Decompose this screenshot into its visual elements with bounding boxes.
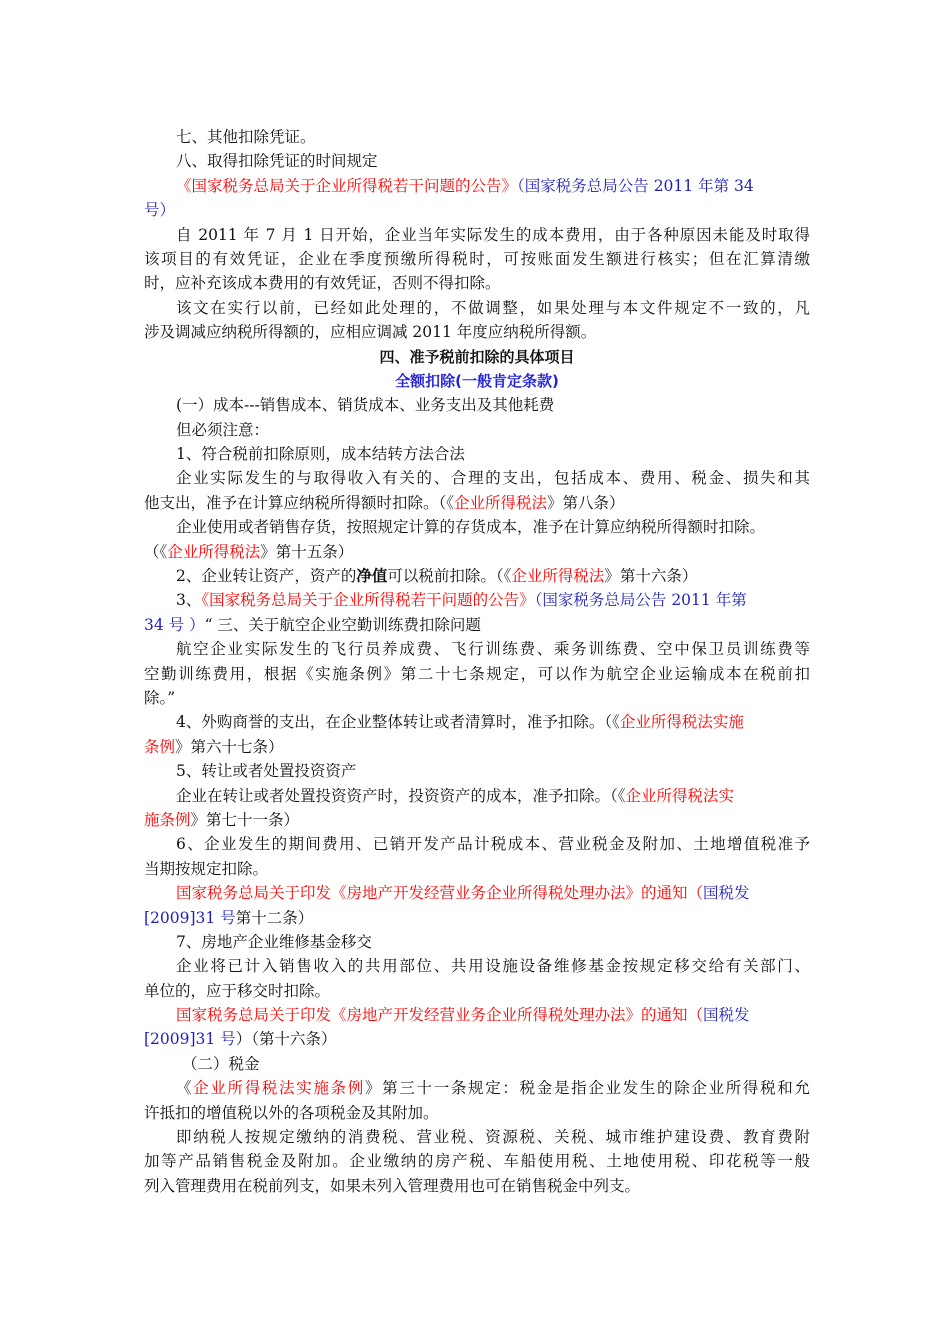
citation-number: （国家税务总局公告 2011 年第 34 xyxy=(517,176,754,195)
paragraph-line: 该项目的有效凭证，企业在季度预缴所得税时，可按账面发生额进行核实；但在汇算清缴 xyxy=(144,249,810,268)
document-body xyxy=(144,125,810,1198)
paragraph-line: 自 2011 年 7 月 1 日开始，企业当年实际发生的成本费用，由于各种原因未能及时取得 xyxy=(176,225,810,244)
citation-number: 国税发 xyxy=(703,1006,750,1025)
paragraph-line: 但必须注意： xyxy=(176,420,270,439)
paragraph-line: 条例》第六十七条） xyxy=(144,737,284,756)
citation-number: 国税发 xyxy=(703,884,750,903)
paragraph-line: 34 号 ）“ 三、关于航空企业空勤训练费扣除问题 xyxy=(144,615,481,634)
paragraph-line: 企业实际发生的与取得收入有关的、合理的支出，包括成本、费用、税金、损失和其 xyxy=(176,469,810,488)
paragraph-line: 企业将已计入销售收入的共用部位、共用设施设备维修基金按规定移交给有关部门、 xyxy=(176,957,810,976)
law-reference: 企业所得税法实 xyxy=(625,786,735,805)
paragraph-line: 企业在转让或者处置投资资产时，投资资产的成本，准予扣除。（《企业所得税法实 xyxy=(176,786,735,805)
paragraph-line: 即纳税人按规定缴纳的消费税、营业税、资源税、关税、城市维护建设费、教育费附 xyxy=(176,1128,810,1147)
citation-line xyxy=(144,1003,810,1027)
paragraph-line: 单位的，应于移交时扣除。 xyxy=(144,981,331,1000)
citation-line xyxy=(144,174,810,198)
emphasis-net-value: 净值 xyxy=(356,566,388,586)
paragraph-line: 该文在实行以前，已经如此处理的，不做调整，如果处理与本文件规定不一致的，凡 xyxy=(176,298,810,317)
citation-number-cont: 34 号 ） xyxy=(144,615,205,634)
paragraph-line: 除。” xyxy=(144,688,176,707)
item-heading: 5、转让或者处置投资资产 xyxy=(176,762,357,781)
paragraph-line: 企业使用或者销售存货，按照规定计算的存货成本，准予在计算应纳税所得额时扣除。 xyxy=(176,518,766,537)
paragraph-line: 许抵扣的增值税以外的各项税金及其附加。 xyxy=(144,1103,439,1122)
paragraph-line: 空勤训练费用，根据《实施条例》第二十七条规定，可以作为航空企业运输成本在税前扣 xyxy=(144,664,810,683)
paragraph-line: 列入管理费用在税前列支，如果未列入管理费用也可在销售税金中列支。 xyxy=(144,1176,641,1195)
item-heading: 4、外购商誉的支出，在企业整体转让或者清算时，准予扣除。（《企业所得税法实施 xyxy=(176,713,744,732)
law-reference: 企业所得税法实施条例 xyxy=(193,1079,365,1098)
paragraph-line: 《企业所得税法实施条例》第三十一条规定：税金是指企业发生的除企业所得税和允 xyxy=(176,1079,810,1098)
law-reference: 条例 xyxy=(144,737,176,756)
item-heading: 2、企业转让资产，资产的净值可以税前扣除。（《企业所得税法》第十六条） xyxy=(176,566,698,586)
item-heading: （二）税金 xyxy=(182,1054,260,1073)
law-reference: 企业所得税法 xyxy=(511,567,605,586)
citation-title: 国家税务总局关于印发《房地产开发经营业务企业所得税处理办法》的通知（ xyxy=(176,884,704,903)
item-heading: 6、企业发生的期间费用、已销开发产品计税成本、营业税金及附加、土地增值税准予 xyxy=(176,835,810,854)
paragraph-line: 涉及调减应纳税所得额的，应相应调减 2011 年度应纳税所得额。 xyxy=(144,323,597,342)
citation-line: [2009]31 号第十二条） xyxy=(144,908,314,927)
citation-title: 《国家税务总局关于企业所得税若干问题的公告》 xyxy=(176,176,518,195)
citation-title: 国家税务总局关于印发《房地产开发经营业务企业所得税处理办法》的通知（ xyxy=(176,1006,704,1025)
citation-number-cont: [2009]31 号 xyxy=(144,908,236,927)
law-reference: 企业所得税法 xyxy=(454,493,548,512)
citation-title: 《国家税务总局关于企业所得税若干问题的公告》 xyxy=(201,591,535,610)
paragraph-line: 航空企业实际发生的飞行员养成费、飞行训练费、乘务训练费、空中保卫员训练费等 xyxy=(176,640,810,659)
paragraph-line: 七、其他扣除凭证。 xyxy=(176,128,316,146)
chapter-heading: 四、准予税前扣除的具体项目 xyxy=(379,347,575,366)
paragraph-line: 时，应补充该成本费用的有效凭证，否则不得扣除。 xyxy=(144,274,501,293)
paragraph-line: 加等产品销售税金及附加。企业缴纳的房产税、车船使用税、土地使用税、印花税等一般 xyxy=(144,1152,810,1171)
law-reference: 施条例 xyxy=(144,810,191,829)
paragraph-line: 施条例》第七十一条） xyxy=(144,810,300,829)
section-heading: 八、取得扣除凭证的时间规定 xyxy=(176,152,378,171)
paragraph-line: （《企业所得税法》第十五条） xyxy=(144,542,354,561)
paragraph-line: 当期按规定扣除。 xyxy=(144,859,269,878)
subheading-full-deduction: 全额扣除(一般肯定条款) xyxy=(395,371,559,390)
law-reference: 企业所得税法 xyxy=(167,542,261,561)
citation-number-cont: [2009]31 号 xyxy=(144,1030,236,1049)
citation-number: （国家税务总局公告 2011 年第 xyxy=(534,591,747,610)
citation-line xyxy=(144,881,810,905)
law-reference: 企业所得税法实施 xyxy=(619,713,744,732)
item-heading: (一）成本---销售成本、销货成本、业务支出及其他耗费 xyxy=(176,396,555,415)
citation-line: [2009]31 号）（第十六条） xyxy=(144,1030,337,1049)
item-heading: 3、《国家税务总局关于企业所得税若干问题的公告》（国家税务总局公告 2011 年第 xyxy=(176,591,747,610)
paragraph-line: 他支出，准予在计算应纳税所得额时扣除。（《企业所得税法》第八条） xyxy=(144,493,625,512)
item-heading: 1、符合税前扣除原则，成本结转方法合法 xyxy=(176,445,465,464)
citation-number-cont: 号） xyxy=(144,201,176,220)
item-heading: 7、房地产企业维修基金移交 xyxy=(176,932,372,951)
